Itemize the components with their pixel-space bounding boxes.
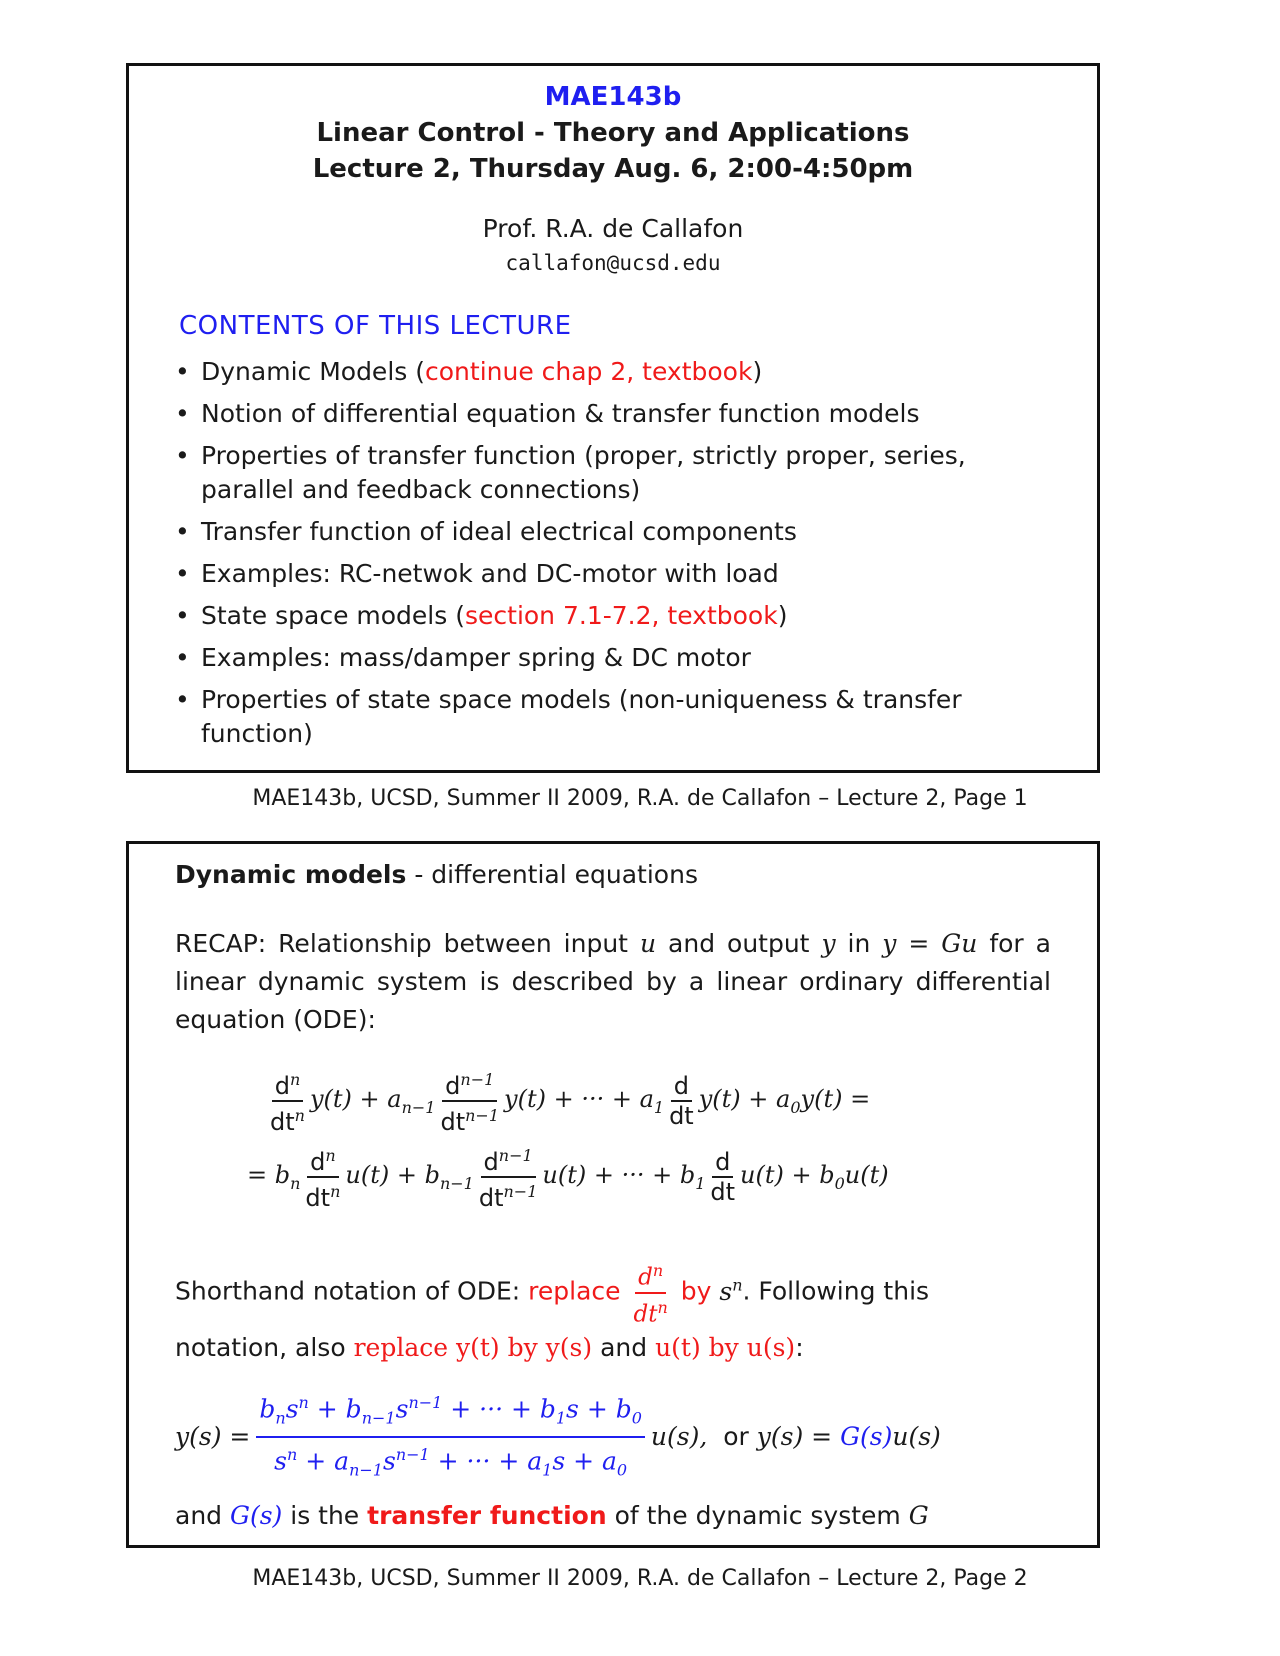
bullet-icon: • <box>175 357 190 386</box>
bullet-icon: • <box>175 643 190 672</box>
ode-equation <box>175 1063 1051 1215</box>
shorthand-paragraph: Shorthand notation of ODE: replace $\frac{d^n}{dt^n}$ by $s^n$. Following this notation, also replace y(t) by y(s) and u(t) by u(s): <box>175 1257 1051 1368</box>
list-item: • Examples: RC-netwok and DC-motor with load <box>201 557 1097 591</box>
course-code: MAE143b <box>544 82 682 112</box>
contents-heading: CONTENTS OF THIS LECTURE <box>179 311 572 341</box>
list-item: • Properties of transfer function (proper, strictly proper, series, parallel and feedback connections) <box>175 441 966 504</box>
slide-2 <box>126 841 1100 1548</box>
page-footer: MAE143b, UCSD, Summer II 2009, R.A. de Callafon – Lecture 2, Page 1 <box>252 786 1028 811</box>
list-item: • Notion of differential equation & transfer function models <box>201 397 1097 431</box>
list-item: • Transfer function of ideal electrical components <box>201 515 1097 549</box>
recap-paragraph: RECAP: Relationship between input u and output y in y = Gu for a linear dynamic system is described by a linear ordinary differential equation (ODE): <box>175 929 1051 1034</box>
lecture-title: Linear Control - Theory and Applications <box>316 118 910 148</box>
contents-list <box>129 355 1097 751</box>
page-footer: MAE143b, UCSD, Summer II 2009, R.A. de Callafon – Lecture 2, Page 2 <box>252 1566 1028 1591</box>
ode-line-2: = $b_n$ $\frac{d^n}{dt^n}$ $u(t) + b_{n-1}$ $\frac{d^{n-1}}{dt^{n-1}}$ u(t) + ··· + $b_1$ $\frac{d}{dt}$ $u(t) + b_0u(t)$ <box>175 1139 1051 1215</box>
list-item: • Dynamic Models (continue chap 2, textbook) <box>201 355 1097 389</box>
list-item: • Examples: mass/damper spring & DC motor <box>201 641 1097 675</box>
bullet-icon: • <box>175 517 190 546</box>
lecture-date: Lecture 2, Thursday Aug. 6, 2:00-4:50pm <box>312 154 914 184</box>
bullet-icon: • <box>175 399 190 428</box>
professor-name: Prof. R.A. de Callafon <box>482 214 744 243</box>
list-item: • State space models (section 7.1-7.2, textbook) <box>201 599 1097 633</box>
slide-heading: Dynamic models - differential equations <box>175 860 698 889</box>
ode-line-1: $\frac{d^n}{dt^n}$ $y(t) + a_{n-1}$ $\frac{d^{n-1}}{dt^{n-1}}$ y(t) + ··· + $a_1$ $\frac{d}{dt}$ $y(t) + a_0y(t)$ = <box>175 1063 1051 1139</box>
slide-1 <box>126 63 1100 773</box>
bullet-icon: • <box>175 559 190 588</box>
professor-email[interactable]: callafon@ucsd.edu <box>505 251 721 275</box>
transfer-function-equation: y(s) = $\frac{b_ns^n + b_{n-1}s^{n-1} + \cdot\cdot\cdot + b_1s + b_0}{s^n + a_{n-1}s^{n-1} + \cdot\cdot\cdot + a_1s + a_0}$ u(s), or y(s) = G(s)u(s) <box>175 1386 1051 1487</box>
transfer-function-definition: and G(s) is the transfer function of the dynamic system G <box>175 1500 929 1530</box>
bullet-icon: • <box>175 601 190 630</box>
bullet-icon: • <box>175 685 190 714</box>
list-item: • Properties of state space models (non-uniqueness & transfer function) <box>175 685 962 748</box>
bullet-icon: • <box>175 441 190 470</box>
